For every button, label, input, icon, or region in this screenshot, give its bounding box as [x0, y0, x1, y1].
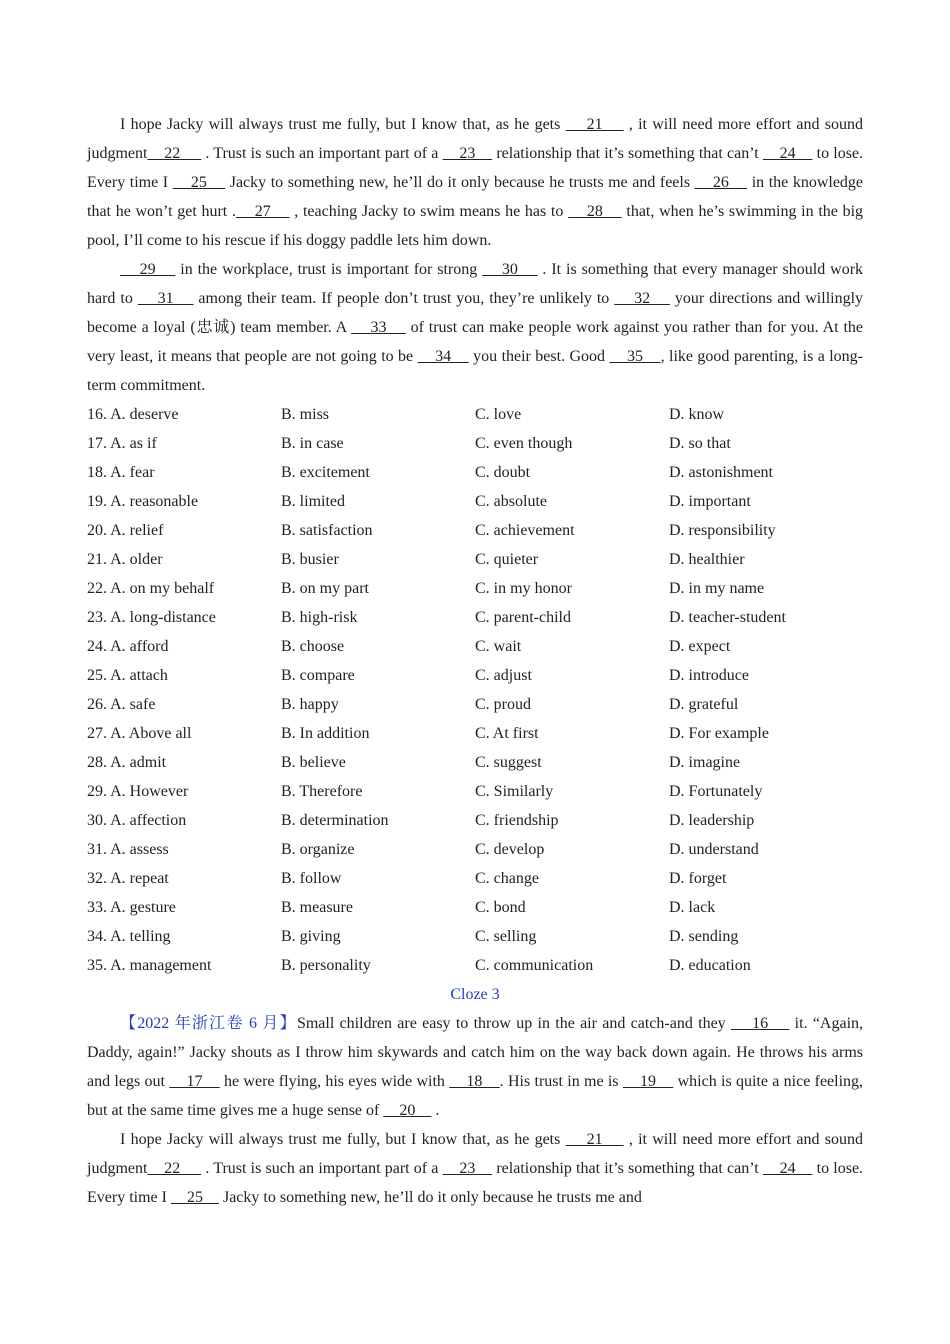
option-d: D. expect: [669, 638, 731, 655]
passage-text: , it will need more effort and sound judgment: [87, 1131, 864, 1177]
option-row: [87, 690, 863, 719]
option-b: B. miss: [281, 406, 330, 423]
option-c: C. change: [475, 870, 539, 887]
answer-blank: 23: [442, 1160, 493, 1177]
option-c: C. proud: [475, 696, 531, 713]
option-a: 23. A. long-distance: [87, 609, 216, 626]
option-d: D. understand: [669, 841, 759, 858]
passage-text: Jacky to something new, he’ll do it only because he trusts me and feels: [225, 174, 695, 191]
answer-blank: 23: [442, 145, 493, 162]
option-d: D. For example: [669, 725, 769, 742]
passage-text: , it will need more effort and sound judgment: [87, 116, 864, 162]
passage-text: Jacky to something new, he’ll do it only because he trusts me and: [218, 1189, 642, 1206]
answer-blank: 24: [762, 145, 813, 162]
option-d: D. responsibility: [669, 522, 776, 539]
passage-text: . Trust is such an important part of a: [201, 145, 443, 162]
answer-blank: 32: [614, 290, 670, 307]
option-row: [87, 400, 863, 429]
option-d: D. grateful: [669, 696, 739, 713]
option-c: C. love: [475, 406, 522, 423]
option-a: 28. A. admit: [87, 754, 167, 771]
option-row: [87, 777, 863, 806]
option-b: B. Therefore: [281, 783, 363, 800]
option-b: B. personality: [281, 957, 371, 974]
option-a: 29. A. However: [87, 783, 189, 800]
option-b: B. in case: [281, 435, 344, 452]
option-row: [87, 603, 863, 632]
option-row: [87, 487, 863, 516]
answer-blank: 22: [147, 145, 202, 162]
cloze3-paragraph-1: [87, 1009, 863, 1125]
passage-text: . His trust in me is: [499, 1073, 623, 1090]
option-b: B. limited: [281, 493, 345, 510]
option-row: [87, 835, 863, 864]
answer-blank: 24: [762, 1160, 813, 1177]
option-b: B. happy: [281, 696, 339, 713]
option-row: [87, 661, 863, 690]
passage-text: your directions and willingly become a loyal (忠诚) team member. A: [87, 290, 864, 336]
option-d: D. forget: [669, 870, 727, 887]
option-d: D. sending: [669, 928, 739, 945]
option-d: D. imagine: [669, 754, 741, 771]
options-list: [87, 400, 863, 980]
document-page: [87, 110, 863, 1212]
answer-blank: 28: [568, 203, 622, 220]
option-row: [87, 574, 863, 603]
passage-text: I hope Jacky will always trust me fully, but I know that, as he gets: [120, 1131, 566, 1148]
option-b: B. on my part: [281, 580, 369, 597]
answer-blank: 19: [622, 1073, 674, 1090]
answer-blank: 26: [694, 174, 748, 191]
passage-text: , like good parenting, is a long-term commitment.: [87, 348, 864, 394]
option-row: [87, 806, 863, 835]
answer-blank: 29: [120, 261, 176, 278]
option-b: B. choose: [281, 638, 345, 655]
option-b: B. busier: [281, 551, 339, 568]
answer-blank: 30: [482, 261, 538, 278]
option-a: 30. A. affection: [87, 812, 187, 829]
option-row: [87, 748, 863, 777]
option-a: 32. A. repeat: [87, 870, 169, 887]
answer-blank: 21: [565, 116, 624, 133]
option-c: C. At first: [475, 725, 539, 742]
option-a: 34. A. telling: [87, 928, 171, 945]
option-c: C. in my honor: [475, 580, 572, 597]
option-row: [87, 864, 863, 893]
option-row: [87, 922, 863, 951]
option-c: C. friendship: [475, 812, 559, 829]
option-c: C. selling: [475, 928, 537, 945]
option-c: C. absolute: [475, 493, 547, 510]
option-c: C. quieter: [475, 551, 539, 568]
option-d: D. Fortunately: [669, 783, 763, 800]
option-row: [87, 632, 863, 661]
option-a: 33. A. gesture: [87, 899, 176, 916]
option-a: 25. A. attach: [87, 667, 168, 684]
option-c: C. bond: [475, 899, 526, 916]
option-row: [87, 458, 863, 487]
passage-text: . Trust is such an important part of a: [201, 1160, 443, 1177]
passage-text: , teaching Jacky to swim means he has to: [289, 203, 569, 220]
option-d: D. teacher-student: [669, 609, 786, 626]
option-c: C. adjust: [475, 667, 532, 684]
passage-text: relationship that it’s something that can’t: [492, 1160, 763, 1177]
option-b: B. believe: [281, 754, 346, 771]
option-a: 27. A. Above all: [87, 725, 192, 742]
option-c: C. doubt: [475, 464, 531, 481]
option-a: 16. A. deserve: [87, 406, 179, 423]
option-b: B. high-risk: [281, 609, 358, 626]
passage-text: it. “Again, Daddy, again!” Jacky shouts as I throw him skywards and catch him on the way back down again. He throws his arms and legs out: [87, 1015, 864, 1090]
passage-text: to lose. Every time I: [87, 1160, 864, 1206]
exam-source-tag: 【2022 年浙江卷 6 月】: [120, 1015, 297, 1032]
answer-blank: 27: [235, 203, 290, 220]
option-b: B. measure: [281, 899, 353, 916]
option-c: C. even though: [475, 435, 573, 452]
passage-text: he were flying, his eyes wide with: [219, 1073, 450, 1090]
option-c: C. wait: [475, 638, 522, 655]
option-d: D. leadership: [669, 812, 755, 829]
option-a: 26. A. safe: [87, 696, 156, 713]
option-row: [87, 545, 863, 574]
option-a: 20. A. relief: [87, 522, 164, 539]
answer-blank: 16: [730, 1015, 790, 1032]
option-d: D. healthier: [669, 551, 745, 568]
option-row: [87, 719, 863, 748]
passage-text: that, when he’s swimming in the big pool, I’ll come to his rescue if his doggy paddle lets him down.: [87, 203, 864, 249]
option-c: C. Similarly: [475, 783, 554, 800]
option-b: B. In addition: [281, 725, 370, 742]
passage-text: among their team. If people don’t trust you, they’re unlikely to: [193, 290, 615, 307]
option-b: B. compare: [281, 667, 355, 684]
answer-blank: 21: [565, 1131, 624, 1148]
option-b: B. organize: [281, 841, 355, 858]
option-b: B. excitement: [281, 464, 370, 481]
answer-blank: 22: [147, 1160, 202, 1177]
option-c: C. communication: [475, 957, 594, 974]
option-a: 18. A. fear: [87, 464, 155, 481]
answer-blank: 31: [137, 290, 194, 307]
passage-text: in the knowledge that he won’t get hurt .: [87, 174, 864, 220]
passage-text: to lose. Every time I: [87, 145, 864, 191]
option-b: B. determination: [281, 812, 389, 829]
answer-blank: 17: [169, 1073, 220, 1090]
passage-text: .: [431, 1102, 440, 1119]
passage-paragraph-trust-growing: [87, 110, 863, 255]
option-b: B. giving: [281, 928, 341, 945]
option-d: D. so that: [669, 435, 731, 452]
option-c: C. achievement: [475, 522, 575, 539]
answer-blank: 20: [383, 1102, 432, 1119]
option-a: 31. A. assess: [87, 841, 169, 858]
option-a: 17. A. as if: [87, 435, 157, 452]
option-a: 22. A. on my behalf: [87, 580, 215, 597]
passage-text: you their best. Good: [468, 348, 610, 365]
passage-text: . It is something that every manager should work hard to: [87, 261, 864, 307]
option-a: 24. A. afford: [87, 638, 169, 655]
option-d: D. education: [669, 957, 751, 974]
passage-text: in the workplace, trust is important for strong: [175, 261, 483, 278]
option-d: D. lack: [669, 899, 716, 916]
option-row: [87, 516, 863, 545]
option-d: D. know: [669, 406, 725, 423]
passage-text: Small children are easy to throw up in the air and catch-and they: [296, 1015, 731, 1032]
passage-paragraph-workplace-trust: [87, 255, 863, 400]
answer-blank: 18: [449, 1073, 500, 1090]
option-a: 19. A. reasonable: [87, 493, 199, 510]
answer-blank: 25: [170, 1189, 219, 1206]
option-d: D. astonishment: [669, 464, 773, 481]
option-d: D. introduce: [669, 667, 749, 684]
option-a: 35. A. management: [87, 957, 212, 974]
option-b: B. satisfaction: [281, 522, 373, 539]
option-row: [87, 429, 863, 458]
passage-text: I hope Jacky will always trust me fully, but I know that, as he gets: [120, 116, 566, 133]
option-c: C. parent-child: [475, 609, 571, 626]
option-d: D. important: [669, 493, 751, 510]
cloze3-paragraph-2: [87, 1125, 863, 1212]
answer-blank: 33: [351, 319, 406, 336]
passage-text: of trust can make people work against you rather than for you. At the very least, it means that people are not going to be: [87, 319, 863, 365]
option-c: C. suggest: [475, 754, 542, 771]
answer-blank: 34: [417, 348, 469, 365]
passage-text: relationship that it’s something that can’t: [492, 145, 763, 162]
option-a: 21. A. older: [87, 551, 163, 568]
option-c: C. develop: [475, 841, 545, 858]
option-row: [87, 893, 863, 922]
passage-text: which is quite a nice feeling, but at the same time gives me a huge sense of: [87, 1073, 864, 1119]
answer-blank: 35: [609, 348, 661, 365]
section-title: Cloze 3: [450, 986, 500, 1003]
option-d: D. in my name: [669, 580, 765, 597]
answer-blank: 25: [172, 174, 226, 191]
option-b: B. follow: [281, 870, 342, 887]
option-row: [87, 951, 863, 980]
